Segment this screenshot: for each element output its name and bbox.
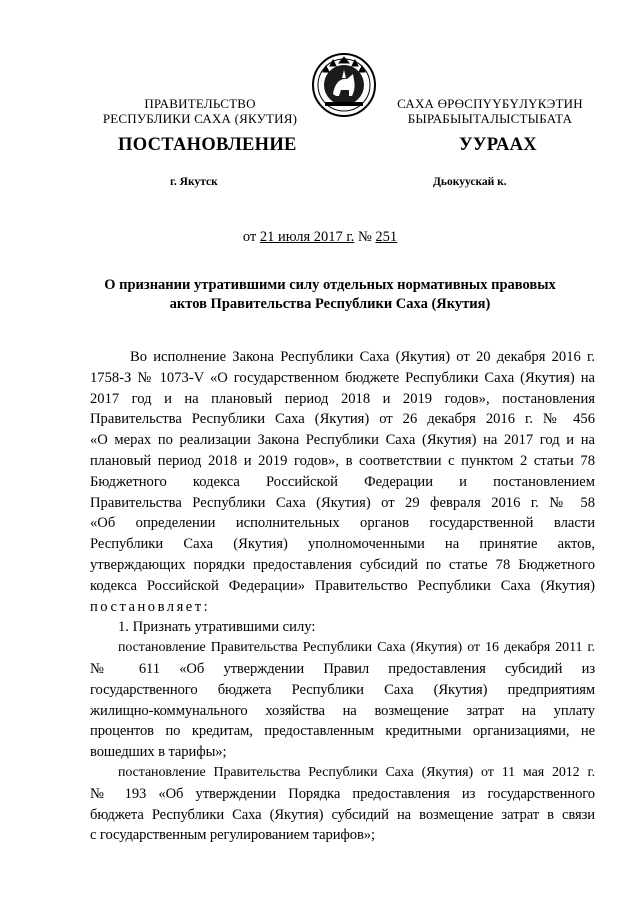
item-1: 1. Признать утратившими силу: — [118, 619, 316, 636]
date-prefix: от — [242, 229, 260, 245]
header-right-line1: САХА ӨРӨСПҮҮБҮЛҮКЭТИН — [397, 96, 583, 111]
paragraph-repeal-2 — [90, 763, 595, 846]
text-line: государственного бюджета Республики Саха (Якутия) предприятиям — [90, 681, 595, 698]
text-line: 2017 год и на плановый период 2018 и 2019 годов», постановления — [90, 390, 595, 407]
text-line: «О мерах по реализации Закона Республики Саха (Якутия) на 2017 год и на — [90, 432, 595, 449]
text-line: постановление Правительства Республики Саха (Якутия) от 11 мая 2012 г. — [118, 764, 595, 780]
text-line: кодекса Российской Федерации» Правительство Республики Саха (Якутия) — [90, 577, 595, 594]
text-line: вошедших в тарифы»; — [90, 744, 227, 761]
text-line: Республики Саха (Якутия) уполномоченными на принятие актов, — [90, 536, 595, 553]
text-line: плановый период 2018 и 2019 годов», в соответствии с пунктом 2 статьи 78 — [90, 452, 595, 469]
number-sign: № — [354, 229, 376, 245]
text-line: Во исполнение Закона Республики Саха (Якутия) от 20 декабря 2016 г. — [130, 349, 595, 365]
decree-number: 251 — [375, 229, 398, 245]
header-right-authority — [370, 96, 610, 126]
text-line: 1758-З № 1073-V «О государственном бюджете Республики Саха (Якутия) на — [90, 369, 595, 386]
text-line: с государственным регулированием тарифов»; — [90, 827, 375, 844]
header-right-line2: БЫРАБЫЫТАЛЫСТЫБАТА — [407, 111, 573, 126]
document-body — [90, 347, 595, 846]
text-line: «Об определении исполнительных органов государственной власти — [90, 515, 595, 532]
document-title — [90, 276, 570, 314]
header-left-authority — [80, 96, 320, 126]
date-line — [0, 229, 640, 246]
text-line: Бюджетного кодекса Российской Федерации и постановлением — [90, 473, 595, 490]
city-sakha: Дьокуускай к. — [433, 176, 507, 188]
header-left-line2: РЕСПУБЛИКИ САХА (ЯКУТИЯ) — [102, 111, 298, 126]
header-left-line1: ПРАВИТЕЛЬСТВО — [144, 96, 256, 111]
doc-type-title-sakha: УУРААХ — [459, 135, 537, 155]
text-line: бюджета Республики Саха (Якутия) субсидий на возмещение затрат в связи — [90, 806, 595, 823]
doc-type-title-ru: ПОСТАНОВЛЕНИЕ — [118, 135, 297, 155]
text-line: утверждающих порядки предоставления субсидий по статье 78 Бюджетного — [90, 556, 595, 573]
decree-date: 21 июля 2017 г. — [259, 229, 355, 245]
text-line: постановление Правительства Республики Саха (Якутия) от 16 декабря 2011 г. — [118, 640, 595, 656]
text-line: № 611 «Об утверждении Правил предоставления субсидий из — [90, 660, 595, 677]
paragraph-preamble — [90, 347, 595, 617]
city-ru: г. Якутск — [170, 176, 218, 188]
document-title-line1: О признании утратившими силу отдельных нормативных правовых — [104, 277, 556, 293]
document-title-line2: актов Правительства Республики Саха (Якутия) — [169, 296, 491, 312]
text-line: процентов по кредитам, предоставленным кредитными организациями, не — [90, 723, 595, 740]
text-line: жилищно-коммунального хозяйства на возмещение затрат на уплату — [90, 702, 595, 719]
text-line: Правительства Республики Саха (Якутия) от 26 декабря 2016 г. № 456 — [90, 411, 595, 428]
decree-word: постановляет: — [90, 598, 211, 615]
coat-of-arms-icon — [311, 52, 377, 118]
paragraph-repeal-1 — [90, 638, 595, 763]
text-line: Правительства Республики Саха (Якутия) от 29 февраля 2016 г. № 58 — [90, 494, 595, 511]
text-line: № 193 «Об утверждении Порядка предоставления из государственного — [90, 785, 595, 802]
